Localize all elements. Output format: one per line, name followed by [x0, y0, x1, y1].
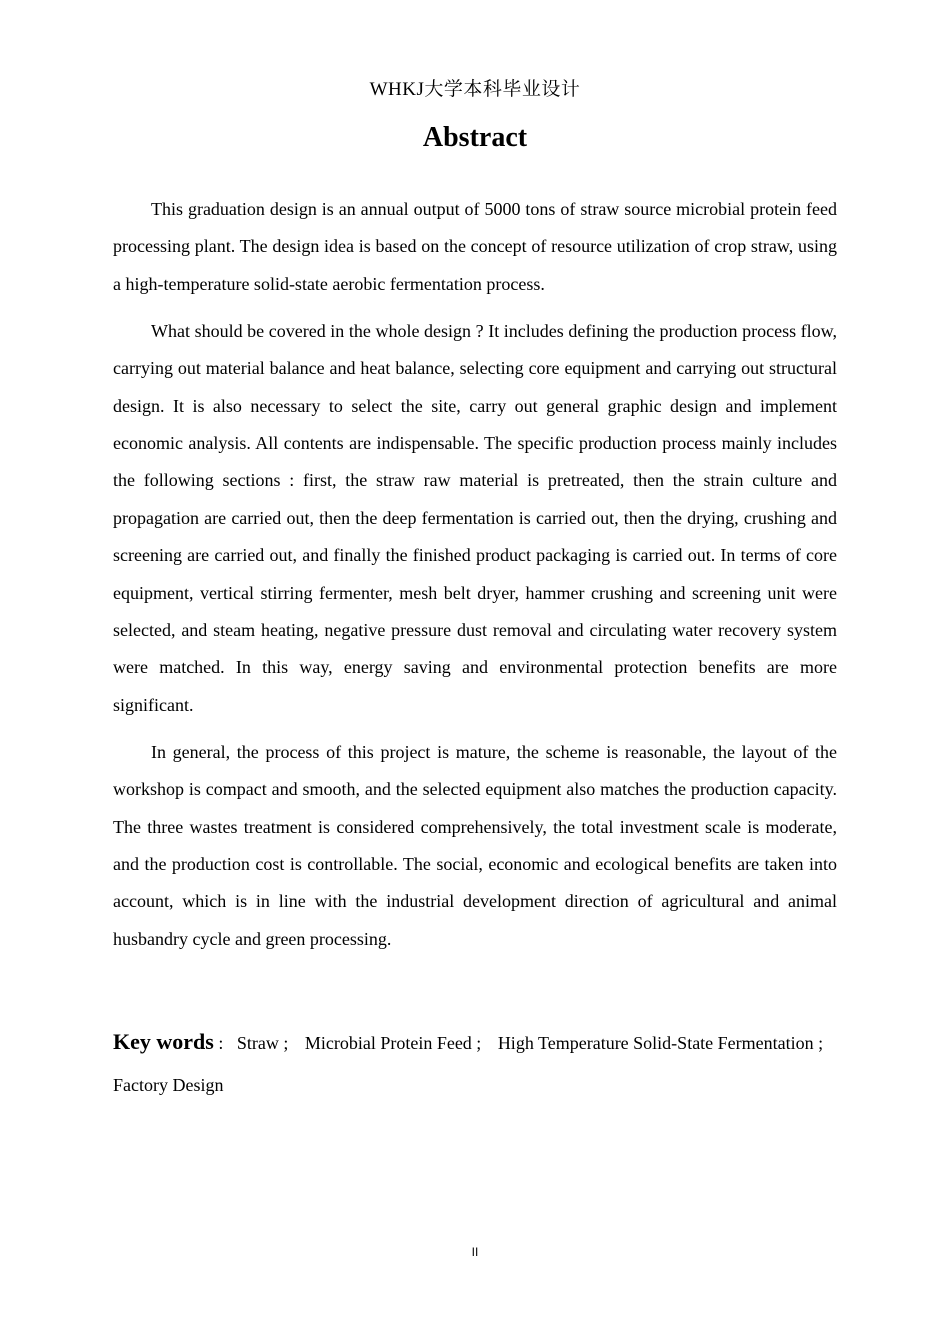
abstract-title: Abstract [422, 122, 528, 153]
page-number: II [471, 1245, 479, 1259]
keyword-item: High Temperature Solid-State Fermentation ; [497, 1033, 824, 1053]
keyword-item: Microbial Protein Feed ; [304, 1033, 482, 1053]
abstract-body [113, 191, 837, 968]
keywords-section [113, 1021, 837, 1106]
keyword-item: Factory Design [113, 1075, 224, 1095]
keyword-item: Straw ; [236, 1033, 289, 1053]
abstract-paragraph-3: In general, the process of this project is mature, the scheme is reasonable, the layout of the workshop is compact and smooth, and the selected equipment also matches the production capacity. The three wastes treatment is considered comprehensively, the total investment scale is moderate, and the production cost is controllable. The social, economic and ecological benefits are taken into account, which is in line with the industrial development direction of agricultural and animal husbandry cycle and green processing. [113, 741, 837, 949]
keywords-separator: : [213, 1033, 237, 1053]
abstract-paragraph-1: This graduation design is an annual output of 5000 tons of straw source microbial protein feed processing plant. The design idea is based on the concept of resource utilization of crop straw, using a high-temperature solid-state aerobic fermentation process. [113, 199, 837, 294]
page-header: WHKJ大学本科毕业设计 [369, 79, 581, 100]
keywords-label: Key words [113, 1029, 214, 1054]
abstract-paragraph-2: What should be covered in the whole design ? It includes defining the production process flow, carrying out material balance and heat balance, selecting core equipment and carrying out structural design. It is also necessary to select the site, carry out general graphic design and implement economic analysis. All contents are indispensable. The specific production process mainly includes the following sections : first, the straw raw material is pretreated, then the strain culture and propagation are carried out, then the deep fermentation is carried out, then the drying, crushing and screening are carried out, and finally the finished product packaging is carried out. In terms of core equipment, vertical stirring fermenter, mesh belt dryer, hammer crushing and screening unit were selected, and steam heating, negative pressure dust removal and circulating water recovery system were matched. In this way, energy saving and environmental protection benefits are more significant. [113, 320, 837, 715]
